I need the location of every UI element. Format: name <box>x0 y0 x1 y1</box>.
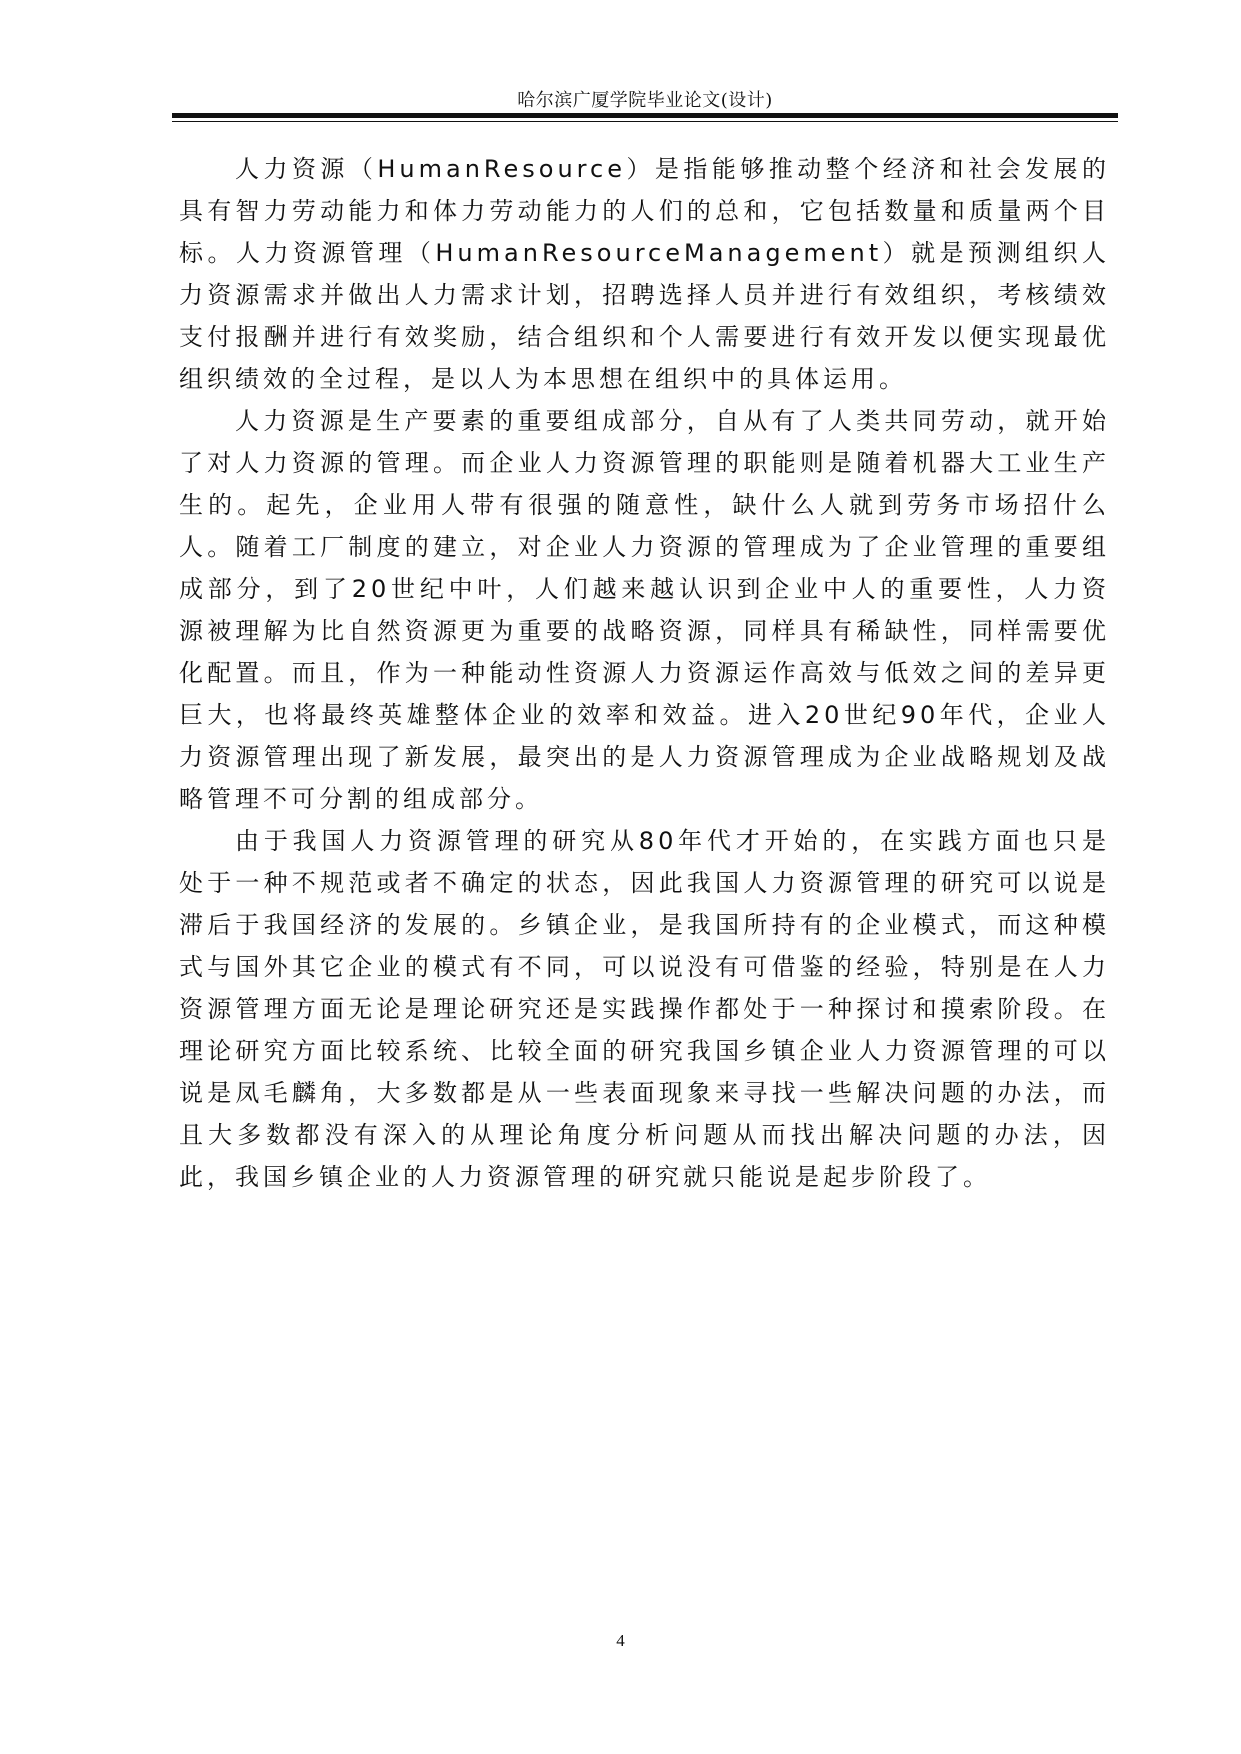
header-rule-thick <box>172 113 1118 118</box>
paragraph-china-research: 由于我国人力资源管理的研究从80年代才开始的，在实践方面也只是处于一种不规范或者不确定的状态，因此我国人力资源管理的研究可以说是滞后于我国经济的发展的。乡镇企业，是我国所持有的企业模式，而这种模式与国外其它企业的模式有不同，可以说没有可借鉴的经验，特别是在人力资源管理方面无论是理论研究还是实践操作都处于一种探讨和摸索阶段。在理论研究方面比较系统、比较全面的研究我国乡镇企业人力资源管理的可以说是凤毛麟角，大多数都是从一些表面现象来寻找一些解决问题的办法，而且大多数都没有深入的从理论角度分析问题从而找出解决问题的办法，因此，我国乡镇企业的人力资源管理的研究就只能说是起步阶段了。 <box>179 827 1110 1191</box>
page-header-title: 哈尔滨广厦学院毕业论文(设计) <box>517 90 773 111</box>
paragraph-hr-history: 人力资源是生产要素的重要组成部分，自从有了人类共同劳动，就开始了对人力资源的管理。而企业人力资源管理的职能则是随着机器大工业生产生的。起先，企业用人带有很强的随意性，缺什么人就到劳务市场招什么人。随着工厂制度的建立，对企业人力资源的管理成为了企业管理的重要组成部分，到了20世纪中叶，人们越来越认识到企业中人的重要性，人力资源被理解为比自然资源更为重要的战略资源，同样具有稀缺性，同样需要优化配置。而且，作为一种能动性资源人力资源运作高效与低效之间的差异更巨大，也将最终英雄整体企业的效率和效益。进入20世纪90年代，企业人力资源管理出现了新发展，最突出的是人力资源管理成为企业战略规划及战略管理不可分割的组成部分。 <box>179 407 1110 813</box>
header-rule-thin <box>172 121 1118 122</box>
page-number: 4 <box>616 1631 625 1650</box>
paragraph-hr-definition: 人力资源（HumanResource）是指能够推动整个经济和社会发展的具有智力劳动能力和体力劳动能力的人们的总和，它包括数量和质量两个目标。人力资源管理（HumanResourceManagement）就是预测组织人力资源需求并做出人力需求计划，招聘选择人员并进行有效组织，考核绩效支付报酬并进行有效奖励，结合组织和个人需要进行有效开发以便实现最优组织绩效的全过程，是以人为本思想在组织中的具体运用。 <box>179 155 1110 393</box>
body-text <box>179 148 1110 1198</box>
